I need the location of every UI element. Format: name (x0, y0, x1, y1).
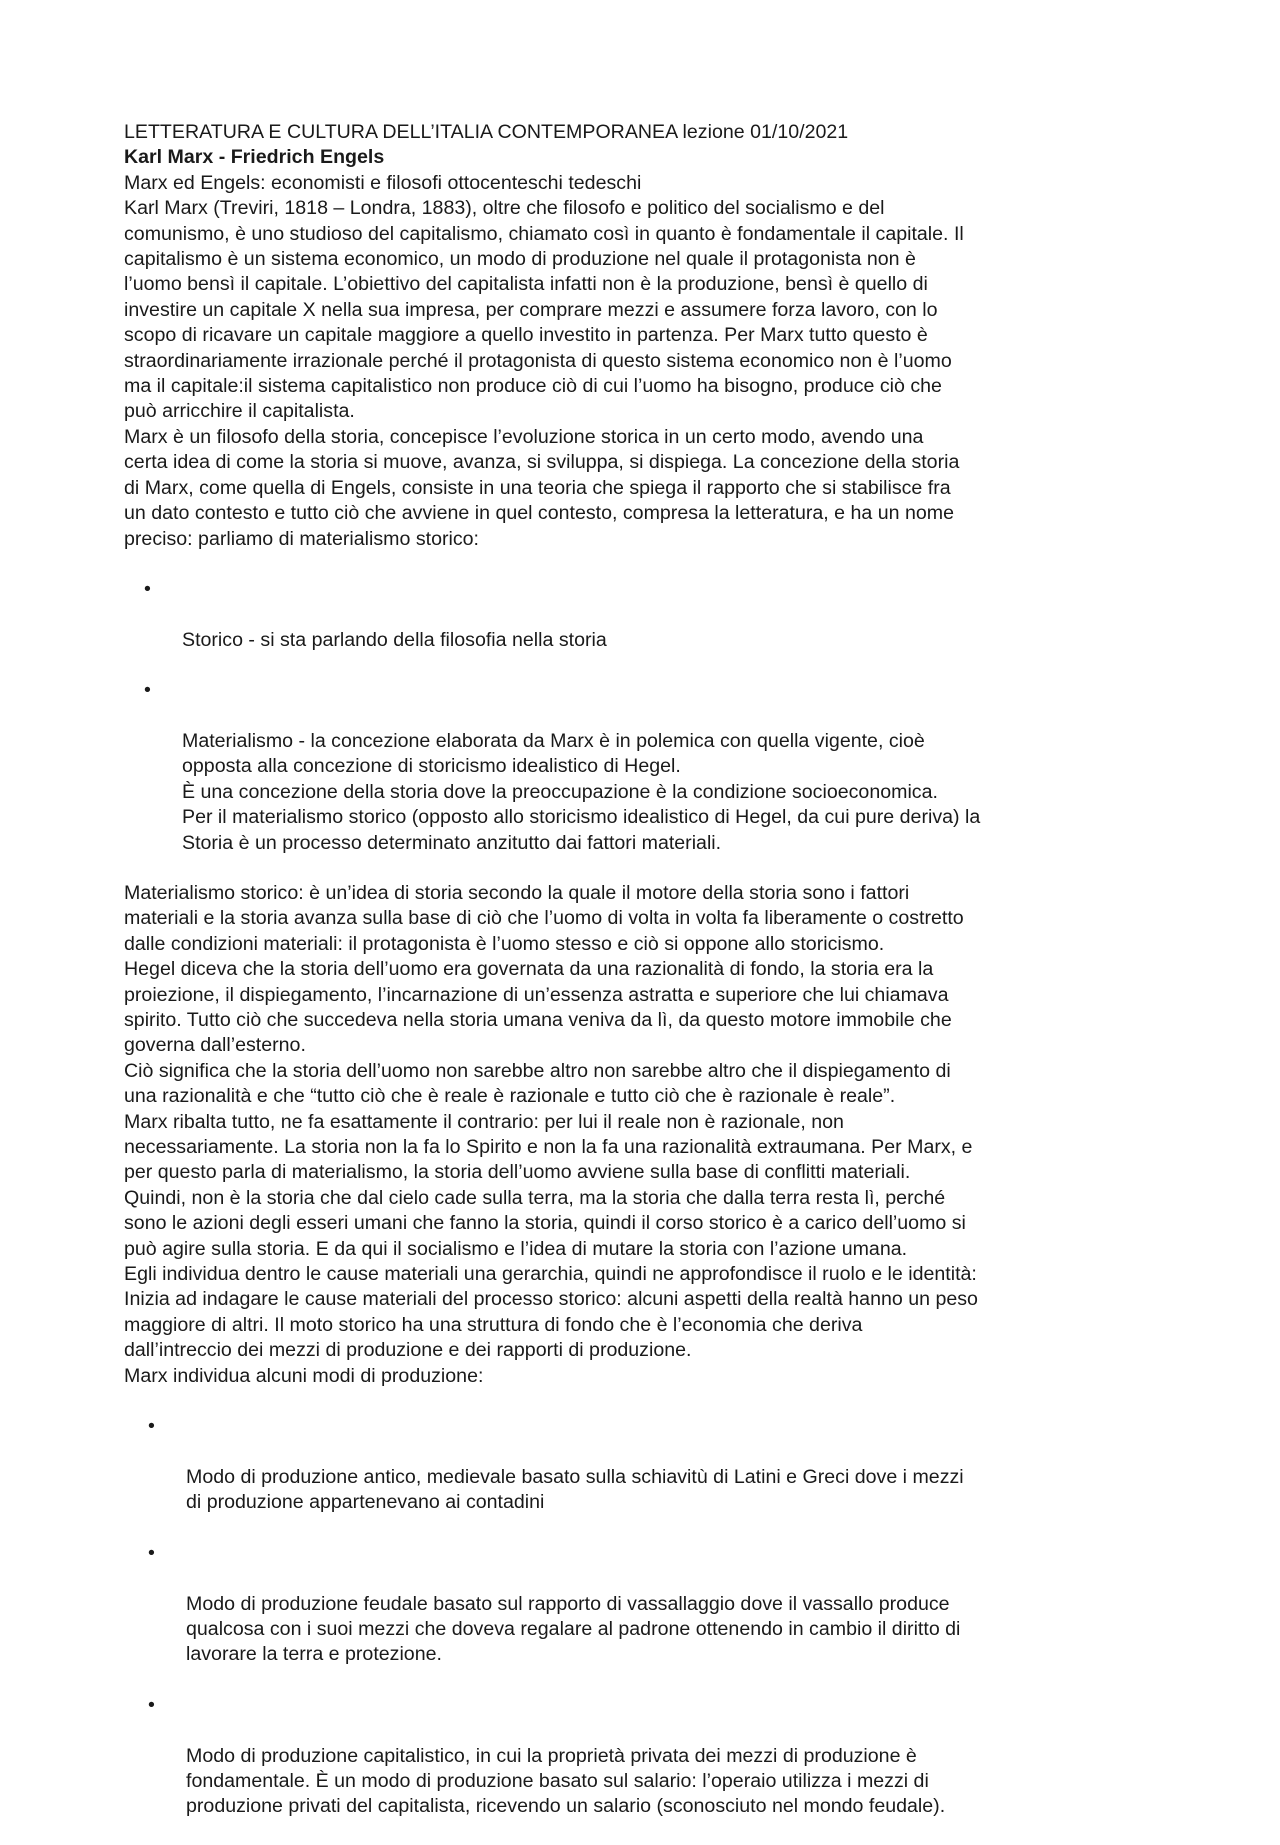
list-item (124, 678, 1174, 856)
list-item (124, 1414, 1174, 1516)
list-item (124, 577, 1174, 653)
section-heading: Karl Marx - Friedrich Engels (124, 146, 385, 169)
bullet-marker: • (144, 679, 151, 702)
bullet-list-production-modes (124, 1414, 1174, 1820)
bullet-marker: • (148, 1415, 155, 1438)
body-paragraph: Materialismo storico: è un’idea di storia secondo la quale il motore della storia sono i fattori materiali e la storia avanza sulla base di ciò che l’uomo di volta in volta fa liberamente o costretto dalle condizioni materiali: il protagonista è l’uomo stesso e ciò si oppone allo storicismo. Hegel diceva che la storia dell’uomo era governata da una razionalità di fondo, la storia era la proiezione, il dispiegamento, l’incarnazione di un’essenza astratta e superiore che lui chiamava spirito. Tutto ciò che succedeva nella storia umana veniva da lì, da questo motore immobile che governa dall’esterno. Ciò significa che la storia dell’uomo non sarebbe altro non sarebbe altro che il dispiegamento di una razionalità e che “tutto ciò che è reale è razionale e tutto ciò che è razionale è reale”. Marx ribalta tutto, ne fa esattamente il contrario: per lui il reale non è razionale, non necessariamente. La storia non la fa lo Spirito e non la fa una razionalità extraumana. Per Marx, e per questo parla di materialismo, la storia dell’uomo avviene sulla base di conflitti materiali. Quindi, non è la storia che dal cielo cade sulla terra, ma la storia che dalla terra resta lì, perché sono le azioni degli esseri umani che fanno la storia, quindi il corso storico è a carico dell’uomo si può agire sulla storia. E da qui il socialismo e l’idea di mutare la storia con l’azione umana. Egli individua dentro le cause materiali una gerarchia, quindi ne approfondisce il ruolo e le identità: Inizia ad indagare le cause materiali del processo storico: alcuni aspetti della realtà hanno un peso maggiore di altri. Il moto storico ha una struttura di fondo che è l’economia che deriva dall’intreccio dei mezzi di produzione e dei rapporti di produzione. Marx individua alcuni modi di produzione: (124, 881, 978, 1387)
list-item-text: Modo di produzione capitalistico, in cui la proprietà privata dei mezzi di produzione è fondamentale. È un modo di produzione basato sul salario: l’operaio utilizza i mezzi di produzione privati del capitalista, ricevendo un salario (sconosciuto nel mondo feudale). (186, 1744, 946, 1818)
bullet-marker: • (144, 577, 151, 600)
list-item-text: Materialismo - la concezione elaborata da Marx è in polemica con quella vigente, cioè opposta alla concezione di storicismo idealistico di Hegel. È una concezione della storia dove la preoccupazione è la condizione socioeconomica. Per il materialismo storico (opposto allo storicismo idealistico di Hegel, da cui pure deriva) la Storia è un processo determinato anzitutto dai fattori materiali. (182, 729, 981, 854)
bullet-marker: • (148, 1541, 155, 1564)
list-item-text: Modo di produzione antico, medievale basato sulla schiavitù di Latini e Greci dove i mezzi di produzione appartenevano ai contadini (186, 1465, 964, 1514)
bullet-marker: • (148, 1693, 155, 1716)
intro-paragraph: Marx ed Engels: economisti e filosofi ottocenteschi tedeschi Karl Marx (Treviri, 1818 – Londra, 1883), oltre che filosofo e politico del socialismo e del comunismo, è uno studioso del capitalismo, chiamato così in quanto è fondamentale il capitale. Il capitalismo è un sistema economico, un modo di produzione nel quale il protagonista non è l’uomo bensì il capitale. L’obiettivo del capitalista infatti non è la produzione, bensì è quello di investire un capitale X nella sua impresa, per comprare mezzi e assumere forza lavoro, con lo scopo di ricavare un capitale maggiore a quello investito in partenza. Per Marx tutto questo è straordinariamente irrazionale perché il protagonista di questo sistema economico non è l’uomo ma il capitale:il sistema capitalistico non produce ciò di cui l’uomo ha bisogno, produce ciò che può arricchire il capitalista. Marx è un filosofo della storia, concepisce l’evoluzione storica in un certo modo, avendo una certa idea di come la storia si muove, avanza, si sviluppa, si dispiega. La concezione della storia di Marx, come quella di Engels, consiste in una teoria che spiega il rapporto che si stabilisce fra un dato contesto e tutto ciò che avviene in quel contesto, compresa la letteratura, e ha un nome preciso: parliamo di materialismo storico: (124, 171, 964, 550)
list-item (124, 1693, 1174, 1820)
list-item-text: Modo di produzione feudale basato sul rapporto di vassallaggio dove il vassallo produce qualcosa con i suoi mezzi che doveva regalare al padrone ottenendo in cambio il diritto di lavorare la terra e protezione. (186, 1592, 961, 1666)
bullet-list-materialism (124, 577, 1174, 856)
list-item (124, 1541, 1174, 1668)
document-title: LETTERATURA E CULTURA DELL’ITALIA CONTEMPORANEA lezione 01/10/2021 (124, 121, 849, 143)
list-item-text: Storico - si sta parlando della filosofia nella storia (182, 628, 607, 651)
document-page (124, 120, 1174, 1845)
